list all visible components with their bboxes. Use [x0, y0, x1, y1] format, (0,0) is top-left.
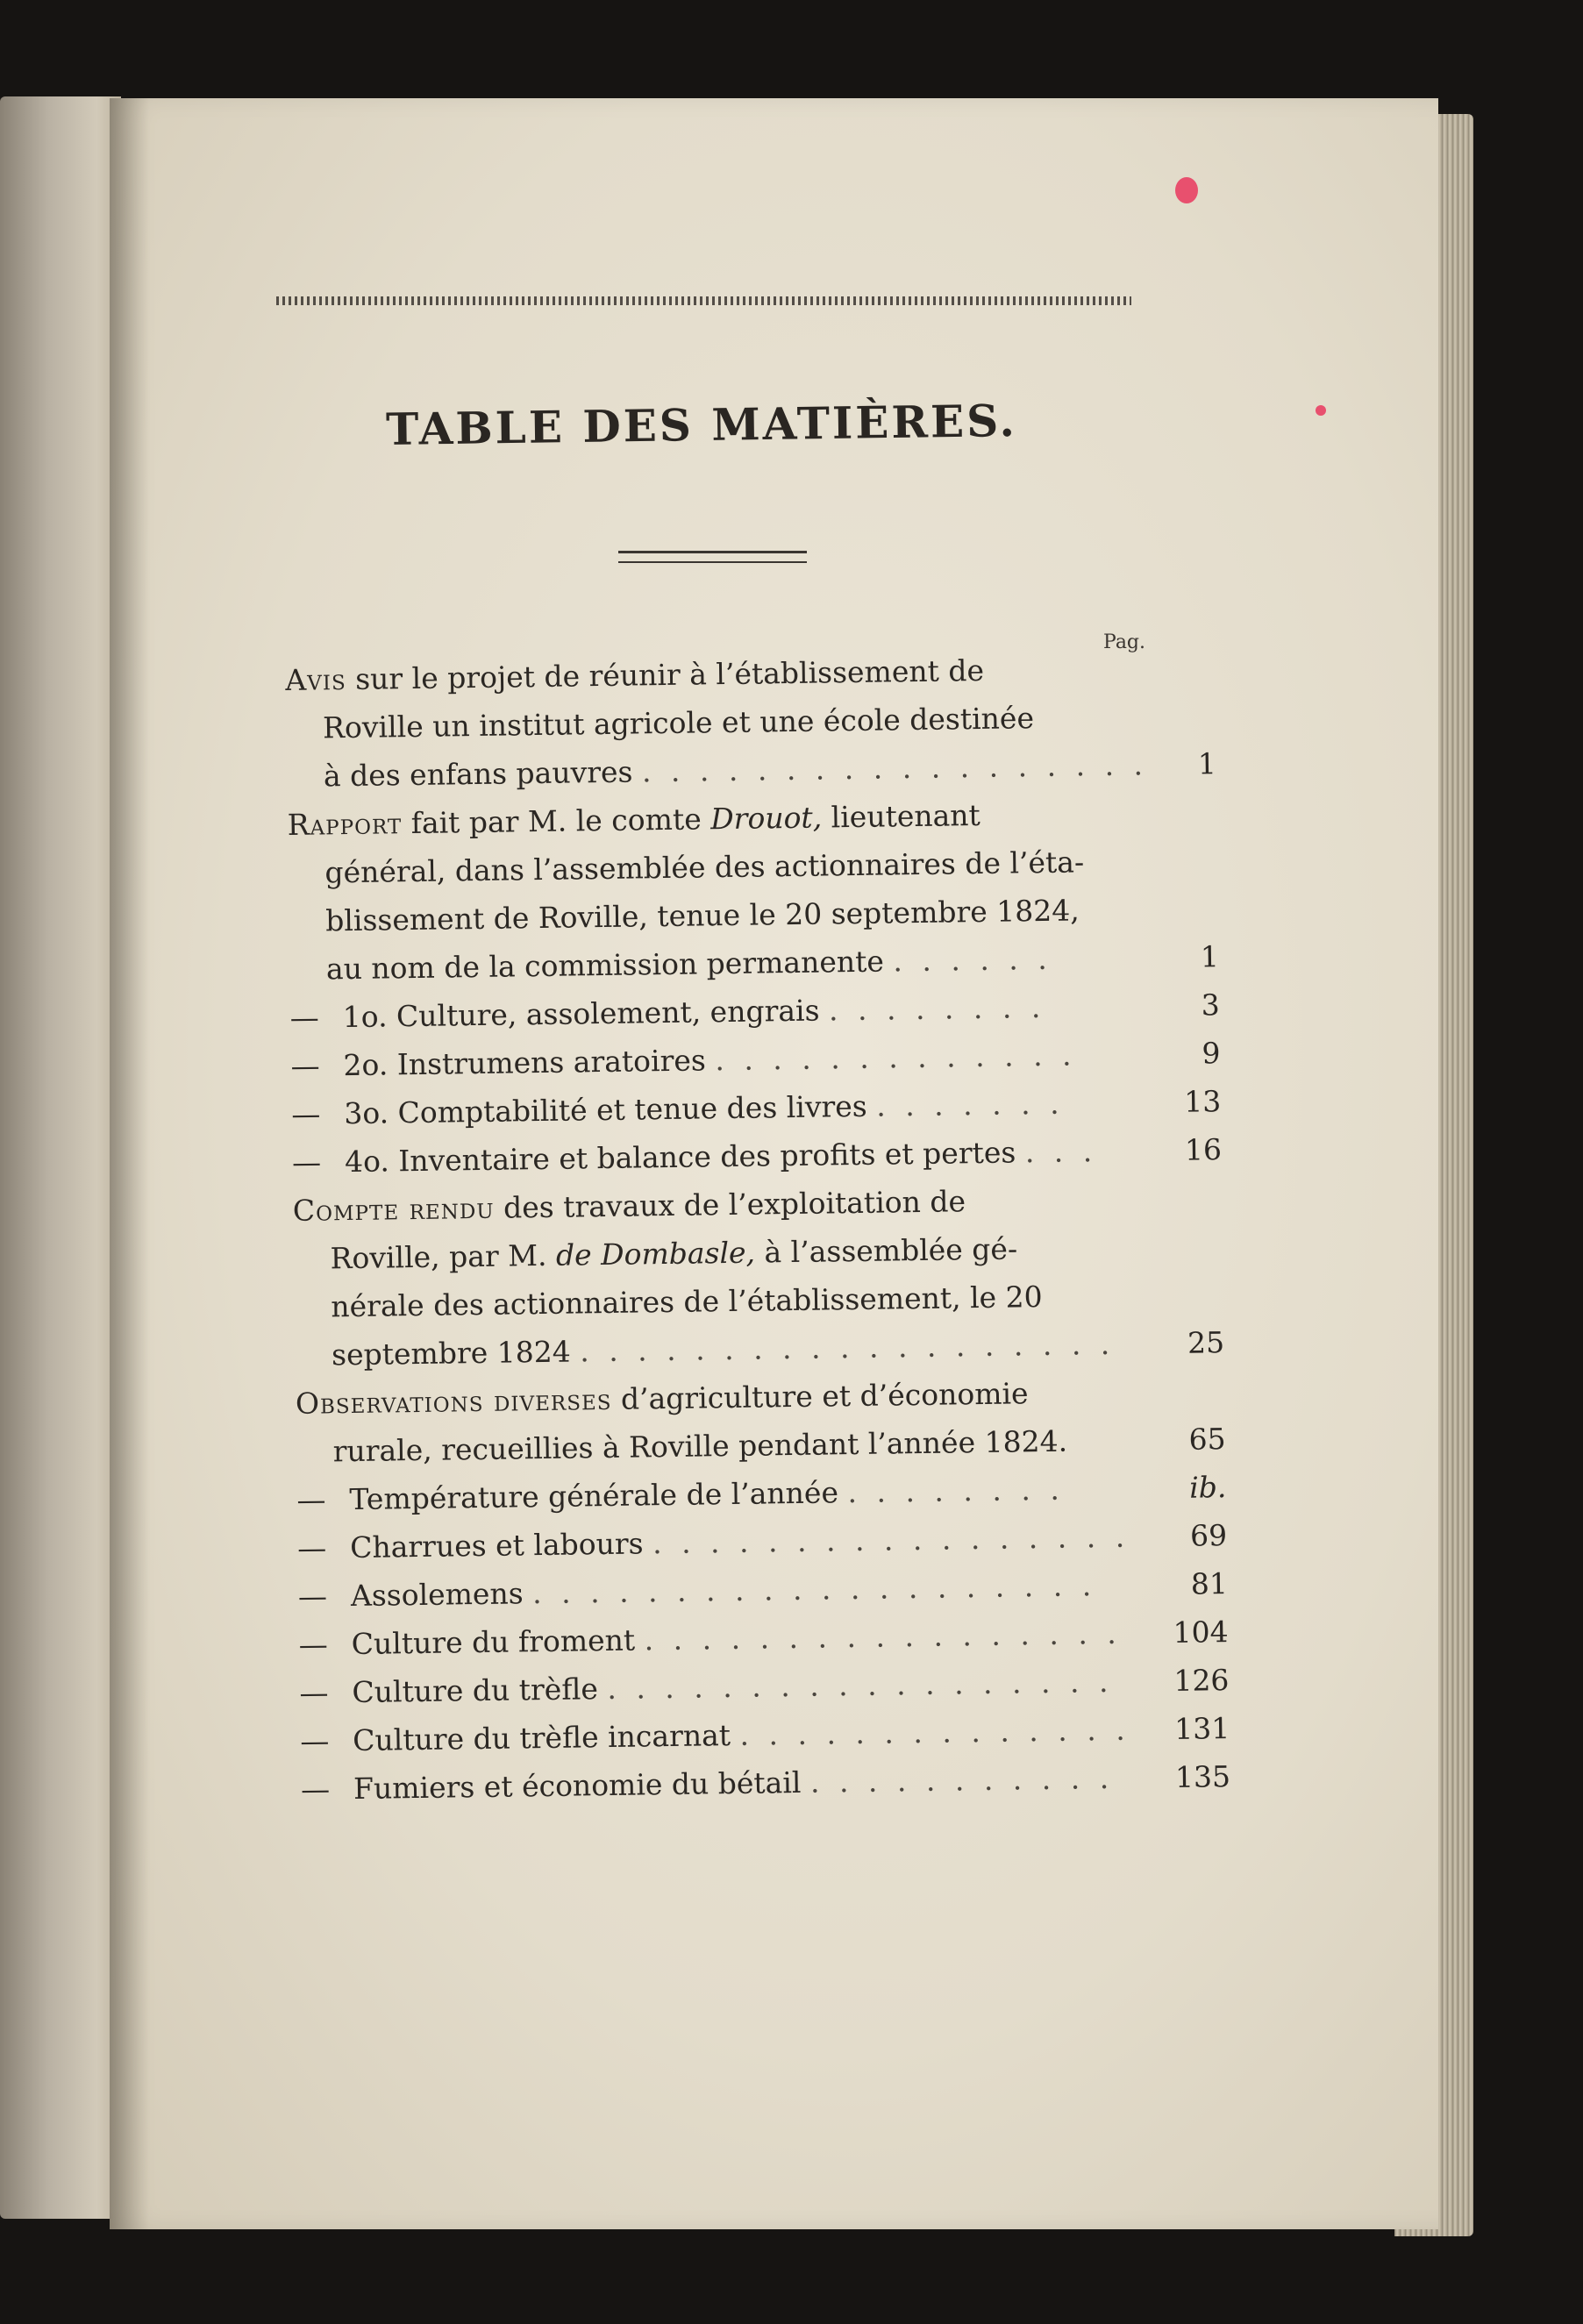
entry-text: Température générale de l’année — [349, 1475, 839, 1517]
page-number: 126 — [1173, 1663, 1230, 1698]
entry-text: sur le projet de réunir à l’établissement de — [354, 652, 985, 696]
entry-text: Culture du trèfle — [352, 1672, 599, 1710]
entry-text: à l’assemblée gé- — [754, 1231, 1018, 1270]
page-number: 1 — [1200, 939, 1220, 974]
leader-dots: . . . . . . — [893, 941, 1053, 979]
entry-text: Charrues et labours — [349, 1526, 644, 1565]
toc-entry-compte-rendu — [292, 1174, 1225, 1379]
leader-dots: . . . . . . . . . . . . . . — [739, 1712, 1130, 1752]
leader-dots: . . . . . . . . . . . — [809, 1760, 1115, 1800]
page-number: 65 — [1188, 1422, 1226, 1457]
entry-text: 2o. Instrumens aratoires — [343, 1043, 707, 1083]
em-dash: — — [291, 1144, 322, 1180]
toc-entry-avis — [285, 644, 1217, 801]
leader-dots: . . . . . . . . . . . . . . . . . — [652, 1519, 1130, 1561]
entry-text: Roville un institut agricole et une école destinée — [322, 701, 1035, 745]
leader-dots: . . . . . . . . . . . . . — [715, 1037, 1077, 1078]
entry-text: Culture du froment — [351, 1622, 636, 1662]
entry-text: fait par M. le comte — [401, 802, 711, 841]
entry-text: nérale des actionnaires de l’établissement, le 20 — [331, 1280, 1043, 1324]
page-number: 135 — [1174, 1759, 1231, 1794]
page-number: 9 — [1202, 1036, 1221, 1071]
em-dash: — — [296, 1482, 326, 1517]
entry-lead: Observations diverses — [295, 1381, 612, 1421]
entry-lead: Rapport — [287, 806, 403, 842]
em-dash: — — [300, 1772, 331, 1807]
entry-text: général, dans l’assemblée des actionnaires de l’éta- — [324, 845, 1085, 890]
leader-dots: . . . . . . . . — [828, 989, 1046, 1028]
entry-text: lieutenant — [821, 797, 981, 835]
entry-text: rurale, recueillies à Roville pendant l’année 1824. — [332, 1423, 1068, 1469]
em-dash: — — [290, 1048, 320, 1083]
entry-text: d’agriculture et d’économie — [611, 1376, 1029, 1416]
leader-dots: . . . . . . . . . . . . . . . . . — [644, 1615, 1123, 1657]
page-number: 13 — [1183, 1084, 1222, 1119]
page-number: 1 — [1197, 746, 1217, 781]
author-name: Drouot, — [709, 800, 823, 837]
leader-dots: . . . — [1024, 1134, 1098, 1170]
page-number: 69 — [1189, 1518, 1228, 1553]
entry-text: Fumiers et économie du bétail — [353, 1764, 802, 1807]
entry-text: 1o. Culture, assolement, engrais — [342, 993, 820, 1035]
leader-dots: . . . . . . . . — [847, 1472, 1066, 1510]
leader-dots: . . . . . . . . . . . . . . . . . . — [641, 747, 1149, 789]
entry-text: blissement de Roville, tenue le 20 septembre 1824, — [324, 893, 1080, 938]
page-number: 16 — [1184, 1132, 1223, 1167]
entry-text: Assolemens — [350, 1576, 524, 1614]
table-of-contents — [285, 644, 1231, 1814]
entry-lead: Avis — [285, 662, 346, 697]
leader-dots: . . . . . . . — [875, 1086, 1065, 1123]
entry-text: 3o. Comptabilité et tenue des livres — [344, 1088, 867, 1131]
page-number — [1156, 1463, 1227, 1512]
toc-entry-observations — [295, 1367, 1226, 1476]
leader-dots: . . . . . . . . . . . . . . . . . . . . — [531, 1568, 1097, 1611]
facing-page-edge — [0, 96, 121, 2219]
page-number: 25 — [1187, 1325, 1225, 1360]
leader-dots: . . . . . . . . . . . . . . . . . . — [607, 1664, 1114, 1706]
title-double-rule — [618, 551, 807, 563]
em-dash: — — [289, 1000, 320, 1035]
em-dash: — — [298, 1627, 329, 1662]
entry-lead: Compte rendu — [292, 1190, 495, 1228]
entry-text: des travaux de l’exploitation de — [494, 1184, 966, 1225]
em-dash: — — [296, 1530, 327, 1565]
ornamental-head-rule — [276, 296, 1131, 305]
toc-entry-rapport — [287, 788, 1220, 994]
pink-ink-dot — [1316, 405, 1326, 416]
em-dash: — — [297, 1579, 328, 1614]
em-dash: — — [291, 1096, 321, 1131]
em-dash: — — [300, 1723, 330, 1758]
page-number: 131 — [1173, 1711, 1230, 1746]
ibid-abbreviation: ib. — [1188, 1470, 1227, 1505]
entry-text: Roville, par M. — [330, 1237, 557, 1276]
entry-text: à des enfans pauvres — [323, 754, 633, 794]
entry-text: Culture du trèfle incarnat — [353, 1718, 731, 1758]
page-title: TABLE DES MATIÈRES. — [385, 394, 1018, 456]
em-dash: — — [299, 1675, 329, 1710]
author-name: de Dombasle, — [555, 1235, 756, 1272]
page-gutter-shadow — [110, 98, 149, 2229]
page-number: 81 — [1190, 1566, 1229, 1601]
page-column-label: Pag. — [1103, 631, 1146, 653]
leader-dots: . . . . . . . . . . . . . . . . . . . — [579, 1326, 1116, 1369]
entry-text: septembre 1824 — [331, 1334, 571, 1372]
entry-text: au nom de la commission permanente — [325, 944, 885, 987]
pink-ink-mark — [1175, 177, 1198, 203]
entry-text: 4o. Inventaire et balance des profits et pertes — [344, 1135, 1016, 1180]
page-number: 104 — [1173, 1615, 1229, 1650]
page-number: 3 — [1201, 987, 1220, 1023]
